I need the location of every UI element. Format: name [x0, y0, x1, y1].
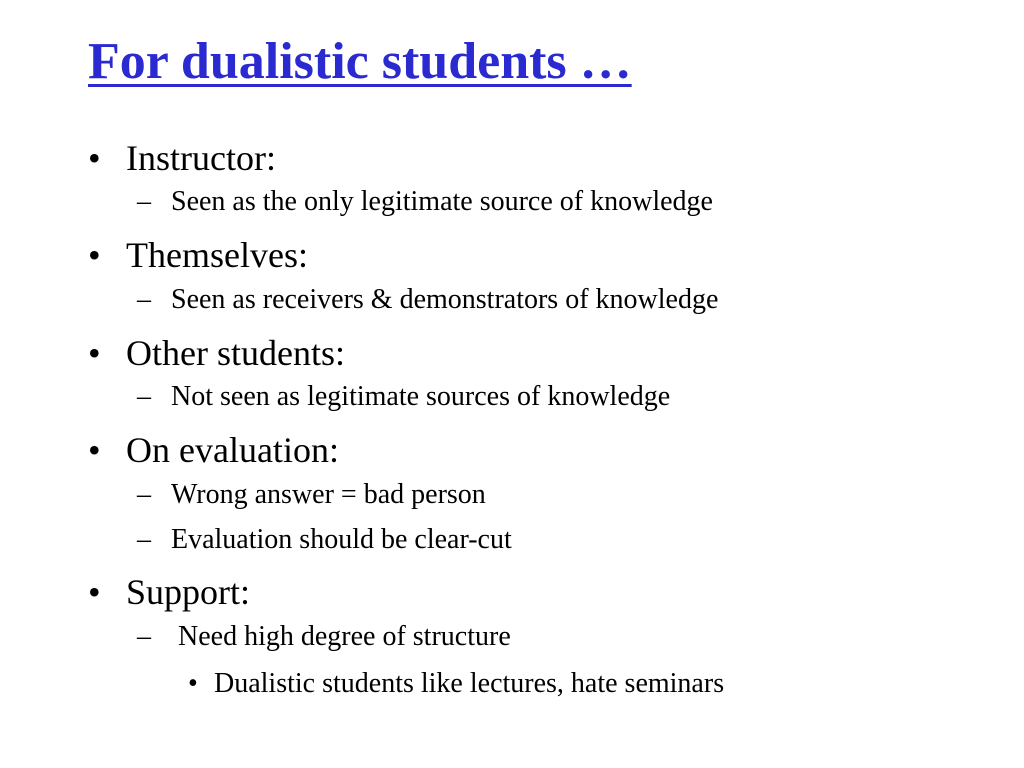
bullet-label: Themselves: [126, 235, 308, 275]
bullet-label: Instructor: [126, 138, 276, 178]
slide-title: For dualistic students … [88, 33, 632, 90]
bullet-item-on-evaluation [88, 432, 339, 468]
sub-bullet-text: Wrong answer = bad person [171, 479, 486, 510]
dash-marker: – [137, 381, 151, 412]
bullet-marker: • [88, 235, 101, 275]
dash-marker: – [137, 186, 151, 217]
sub-bullet-item [137, 383, 670, 411]
bullet-marker: • [88, 572, 101, 612]
sub-bullet-text: Not seen as legitimate sources of knowledge [171, 381, 671, 412]
sub-bullet-item [137, 481, 486, 509]
bullet-label: Other students: [126, 333, 345, 373]
sub-bullet-item [137, 526, 512, 554]
bullet-label: Support: [126, 572, 251, 612]
sub-bullet-item [137, 623, 511, 651]
sub-sub-bullet-item [188, 670, 724, 698]
sub-bullet-text: Seen as receivers & demonstrators of knowledge [171, 284, 719, 315]
sub-bullet-text: Evaluation should be clear-cut [171, 524, 512, 555]
sub-bullet-text: Seen as the only legitimate source of knowledge [171, 186, 713, 217]
bullet-marker: • [88, 333, 101, 373]
bullet-item-other-students [88, 335, 345, 371]
sub-bullet-item [137, 286, 718, 314]
bullet-item-support [88, 574, 250, 610]
dash-marker: – [137, 621, 151, 652]
bullet-item-instructor [88, 140, 276, 176]
bullet-marker: • [88, 430, 101, 470]
sub-bullet-text: Need high degree of structure [171, 621, 511, 652]
bullet-marker: • [188, 668, 198, 699]
dash-marker: – [137, 479, 151, 510]
bullet-item-themselves [88, 237, 308, 273]
dash-marker: – [137, 284, 151, 315]
bullet-label: On evaluation: [126, 430, 339, 470]
bullet-marker: • [88, 138, 101, 178]
dash-marker: – [137, 524, 151, 555]
sub-sub-bullet-text: Dualistic students like lectures, hate seminars [214, 668, 725, 699]
sub-bullet-item [137, 188, 713, 216]
